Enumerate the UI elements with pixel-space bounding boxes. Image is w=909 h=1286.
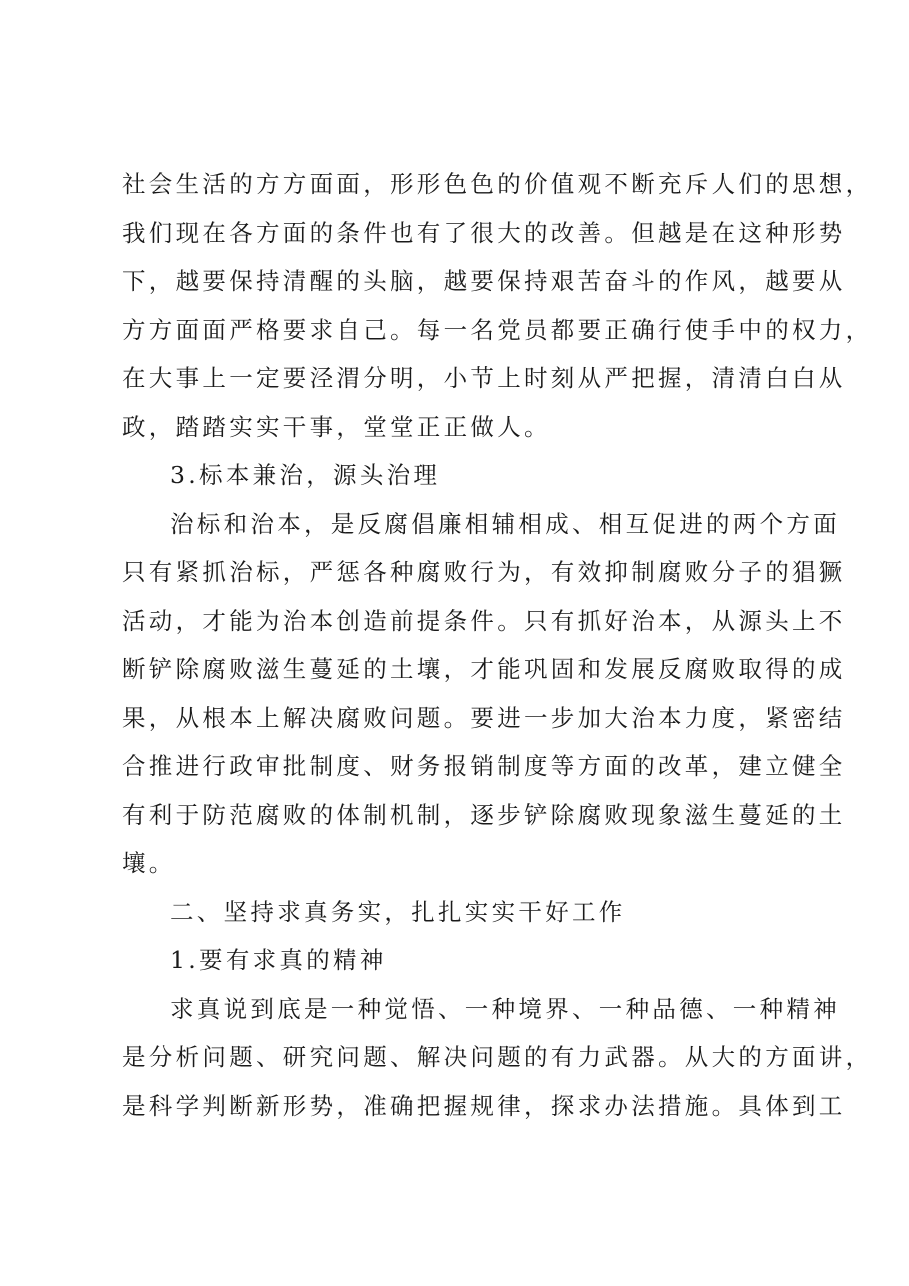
- text-line: 合推进行政审批制度、财务报销制度等方面的改革，建立健全: [122, 752, 846, 780]
- text-line: 是科学判断新形势，准确把握规律，探求办法措施。具体到工: [122, 1091, 846, 1120]
- text-line: 求真说到底是一种觉悟、一种境界、一种品德、一种精神: [170, 994, 840, 1023]
- text-line: 壤。: [122, 849, 176, 877]
- text-line: 方方面面严格要求自己。每一名党员都要正确行使手中的权力，: [122, 315, 873, 344]
- text-line: 政，踏踏实实干事，堂堂正正做人。: [122, 412, 551, 441]
- text-line: 治标和治本，是反腐倡廉相辅相成、相互促进的两个方面: [170, 509, 840, 538]
- text-line: 有利于防范腐败的体制机制，逐步铲除腐败现象滋生蔓延的土: [122, 800, 846, 829]
- text-line: 1.要有求真的精神: [170, 946, 387, 974]
- text-line: 是分析问题、研究问题、解决问题的有力武器。从大的方面讲，: [122, 1043, 873, 1071]
- text-line: 活动，才能为治本创造前提条件。只有抓好治本，从源头上不: [122, 606, 846, 635]
- body-text: [122, 160, 873, 1130]
- text-line: 我们现在各方面的条件也有了很大的改善。但越是在这种形势: [122, 218, 846, 247]
- text-line: 只有紧抓治标，严惩各种腐败行为，有效抑制腐败分子的猖獗: [122, 558, 846, 586]
- text-line: 社会生活的方方面面，形形色色的价值观不断充斥人们的思想，: [122, 170, 873, 198]
- text-line: 下，越要保持清醒的头脑，越要保持艰苦奋斗的作风，越要从: [122, 267, 846, 295]
- text-line: 果，从根本上解决腐败问题。要进一步加大治本力度，紧密结: [122, 703, 846, 732]
- text-line: 3.标本兼治，源头治理: [170, 461, 441, 489]
- text-line: 断铲除腐败滋生蔓延的土壤，才能巩固和发展反腐败取得的成: [122, 655, 846, 683]
- text-line: 在大事上一定要泾渭分明，小节上时刻从严把握，清清白白从: [122, 364, 846, 392]
- text-line: 二、坚持求真务实，扎扎实实干好工作: [170, 897, 626, 926]
